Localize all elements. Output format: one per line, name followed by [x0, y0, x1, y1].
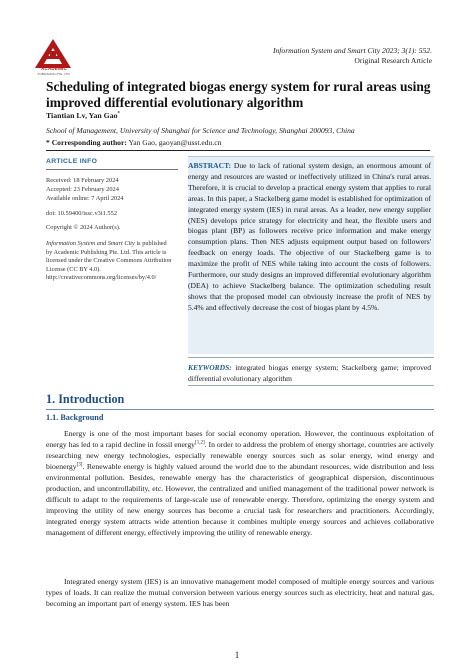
abstract-text: Due to lack of rational system design, an enormous amount of energy and resources are wasted or ineffectively utilized in China's rural areas. Therefore, it is crucial to develop a practical energy system that applies to rural areas. In this paper, a Stackelberg game model is established for optimization of integrated energy system (IES) in rural areas. As a leader, new energy supplier (NES) develops price strategy for electricity and heat, the flexible users and biogas plant (BP) as followers receive price information and make energy consumption plans. Then NES adjusts equipment output based on followers' feedback on energy loads. The objective of our Stackelberg game is to maximize the profit of NES while taking into account the costs of followers. Furthermore, our study designs an improved differential evolutionary algorithm (DEA) to achieve Stackelberg balance. The optimization scheduling result shows that the proposed model can obviously increase the profit of NES by 5.4% and effectively decrease the cost of biogas plant by 4.5%. [188, 161, 431, 312]
corresponding-author [46, 138, 221, 147]
header-divider [46, 150, 430, 151]
paragraph-1-part-a: Energy is one of the most important bases for social economy operation. However, the continuous exploitation of energy has led to a rapid decline in fossil energy [46, 429, 434, 450]
paragraph-1-part-b: . In order to address the problem of energy shortage, countries are actively researching new energy technologies, especially renewable energy sources such as solar energy, wind energy and bioenergy [46, 440, 434, 472]
paragraph-1 [46, 428, 434, 538]
corresponding-contact: Yan Gao, gaoyan@usst.edu.cn [128, 138, 222, 147]
doi-link[interactable]: doi: 10.59400/issc.v3i1.552 [46, 210, 118, 217]
paragraph-1-part-c: . Renewable energy is highly valued around the world due to the abundant resources, wide distribution and less environmental pollution. Besides, renewable energy has the characteristics of geographical dispersion, discontinuous production, and uncontrollability, etc. However, the centralized and unified management of the traditional power network is difficult to adapt to the requirements of large-scale use of renewable energy. Therefore, optimizing the energy system and improving the utility of new energy sources has become a crucial task for researchers and practitioners. Accordingly, integrated energy system attracts wide attention because it combines multiple energy sources and achieves collaborative management of different energy, effectively improving the utility of renewable energy. [46, 462, 434, 538]
accepted-date: Accepted: 23 February 2024 [46, 186, 119, 193]
keywords-top-rule [188, 357, 434, 358]
journal-citation: Information System and Smart City 2023; 3(1): 552. [272, 46, 432, 55]
paper-title: Scheduling of integrated biogas energy system for rural areas using improved differential evolutionary algorithm [46, 79, 431, 110]
article-info-heading: ARTICLE INFO [46, 158, 98, 165]
author-names: Tiantian Lv, Yan Gao [46, 111, 118, 120]
paragraph-2 [46, 576, 434, 609]
keywords-text: integrated biogas energy system; Stackelberg game; improved differential evolutionary algorithm [188, 363, 431, 383]
copyright-notice: Copyright © 2024 Author(s). [46, 224, 121, 231]
abstract [188, 161, 431, 314]
author-affiliation: School of Management, University of Shanghai for Science and Technology, Shanghai 200093, China [46, 126, 355, 135]
publisher-logo-sub: PUBLISHING PTE. LTD. [37, 72, 71, 76]
corresponding-marker: * [117, 111, 120, 117]
corresponding-label: * Corresponding author: [46, 138, 127, 147]
page-number: 1 [234, 650, 240, 660]
citation-ref-1[interactable]: [1,2] [195, 440, 205, 446]
license-notice [46, 240, 174, 283]
section-heading: 1. Introduction [46, 392, 125, 406]
article-dates [46, 176, 124, 203]
license-journal-name: Information System and Smart City [46, 240, 135, 247]
section-heading-rule [46, 409, 434, 410]
article-info-divider [46, 169, 178, 170]
article-type: Original Research Article [354, 56, 432, 65]
received-date: Received: 18 February 2024 [46, 177, 119, 184]
journal-header [273, 46, 432, 66]
available-date: Available online: 7 April 2024 [46, 195, 124, 202]
author-list [46, 111, 120, 120]
keywords [188, 363, 431, 384]
license-text: is published by Academic Publishing Pte. Ltd. This article is licensed under the Creative Commons Attribution License (CC BY 4.0). http://creativecommons.org/licenses/by/4.0/ [46, 240, 172, 282]
abstract-label: ABSTRACT: [188, 161, 232, 170]
keywords-bottom-rule [188, 385, 434, 386]
publisher-logo-name: ACADEMIC [41, 66, 67, 71]
keywords-label: KEYWORDS: [188, 363, 232, 372]
subsection-heading: 1.1. Background [46, 413, 104, 422]
paragraph-2-text: Integrated energy system (IES) is an innovative management model composed of multiple energy sources and various types of loads. It can realize the mutual conversion between various energy sources such as electricity, heat and natural gas, becoming an important part of energy system. IES has been [46, 577, 434, 609]
citation-ref-2[interactable]: [3] [76, 462, 83, 468]
